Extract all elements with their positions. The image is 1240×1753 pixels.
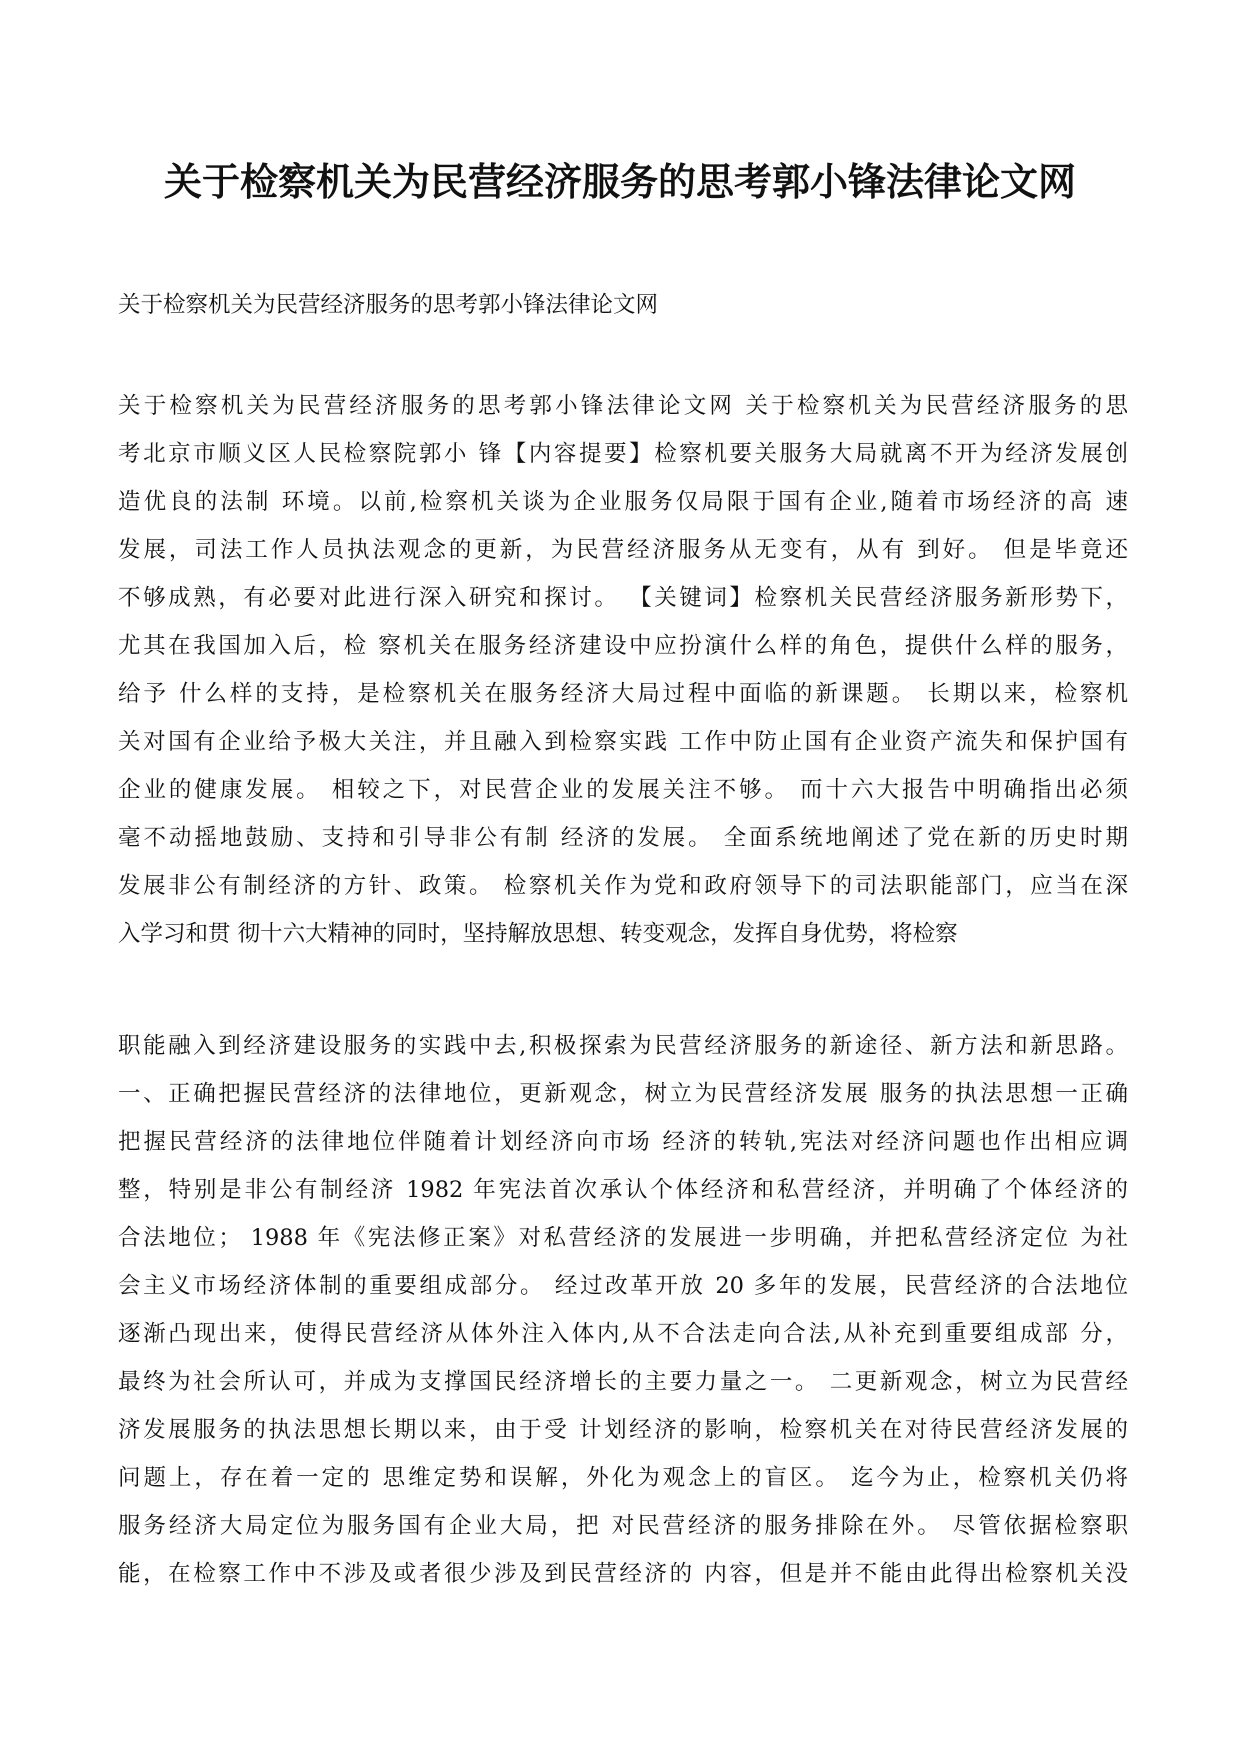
text-line: 能，在检察工作中不涉及或者很少涉及到民营经济的 内容，但是并不能由此得出检察机关没 [118, 1561, 1128, 1587]
document-title: 关于检察机关为民营经济服务的思考郭小锋法律论文网 [163, 159, 1076, 204]
text-line: 企业的健康发展。 相较之下，对民营企业的发展关注不够。 而十六大报告中明确指出必须 [118, 777, 1128, 803]
body-paragraph-2 [118, 1022, 1128, 1598]
text-line: 毫不动摇地鼓励、支持和引导非公有制 经济的发展。 全面系统地阐述了党在新的历史时期 [118, 825, 1128, 851]
text-line: 合法地位； 1988 年《宪法修正案》对私营经济的发展进一步明确，并把私营经济定位 为社 [118, 1225, 1128, 1251]
text-line: 尤其在我国加入后，检 察机关在服务经济建设中应扮演什么样的角色，提供什么样的服务， [118, 633, 1128, 659]
text-line: 一、正确把握民营经济的法律地位，更新观念，树立为民营经济发展 服务的执法思想一正确 [118, 1081, 1128, 1107]
text-line: 最终为社会所认可，并成为支撑国民经济增长的主要力量之一。 二更新观念，树立为民营经 [118, 1369, 1128, 1395]
text-line: 给予 什么样的支持，是检察机关在服务经济大局过程中面临的新课题。 长期以来，检察机 [118, 681, 1128, 707]
text-line: 问题上，存在着一定的 思维定势和误解，外化为观念上的盲区。 迄今为止，检察机关仍将 [118, 1465, 1128, 1491]
text-line: 关对国有企业给予极大关注，并且融入到检察实践 工作中防止国有企业资产流失和保护国有 [118, 729, 1128, 755]
text-line: 发展，司法工作人员执法观念的更新，为民营经济服务从无变有，从有 到好。 但是毕竟还 [118, 537, 1128, 563]
text-line: 整，特别是非公有制经济 1982 年宪法首次承认个体经济和私营经济，并明确了个体经济的 [118, 1177, 1128, 1203]
text-line: 关于检察机关为民营经济服务的思考郭小锋法律论文网 关于检察机关为民营经济服务的思 [118, 393, 1128, 419]
body-paragraph-1 [118, 382, 1128, 958]
text-line: 逐渐凸现出来，使得民营经济从体外注入体内,从不合法走向合法,从补充到重要组成部 分， [118, 1321, 1128, 1347]
document-subtitle: 关于检察机关为民营经济服务的思考郭小锋法律论文网 [118, 292, 659, 318]
text-line: 职能融入到经济建设服务的实践中去,积极探索为民营经济服务的新途径、新方法和新思路。 [118, 1033, 1128, 1059]
text-line: 会主义市场经济体制的重要组成部分。 经过改革开放 20 多年的发展，民营经济的合法地位 [118, 1273, 1128, 1299]
text-line: 服务经济大局定位为服务国有企业大局，把 对民营经济的服务排除在外。 尽管依据检察职 [118, 1513, 1128, 1539]
text-line: 入学习和贯 彻十六大精神的同时，坚持解放思想、转变观念，发挥自身优势，将检察 [118, 921, 958, 947]
text-line: 把握民营经济的法律地位伴随着计划经济向市场 经济的转轨,宪法对经济问题也作出相应调 [118, 1129, 1128, 1155]
text-line: 考北京市顺义区人民检察院郭小 锋【内容提要】检察机要关服务大局就离不开为经济发展创 [118, 441, 1128, 467]
text-line: 济发展服务的执法思想长期以来，由于受 计划经济的影响，检察机关在对待民营经济发展的 [118, 1417, 1128, 1443]
text-line: 发展非公有制经济的方针、政策。 检察机关作为党和政府领导下的司法职能部门，应当在深 [118, 873, 1128, 899]
text-line: 造优良的法制 环境。以前,检察机关谈为企业服务仅局限于国有企业,随着市场经济的高 速 [118, 489, 1128, 515]
text-line: 不够成熟，有必要对此进行深入研究和探讨。 【关键词】检察机关民营经济服务新形势下， [118, 585, 1128, 611]
